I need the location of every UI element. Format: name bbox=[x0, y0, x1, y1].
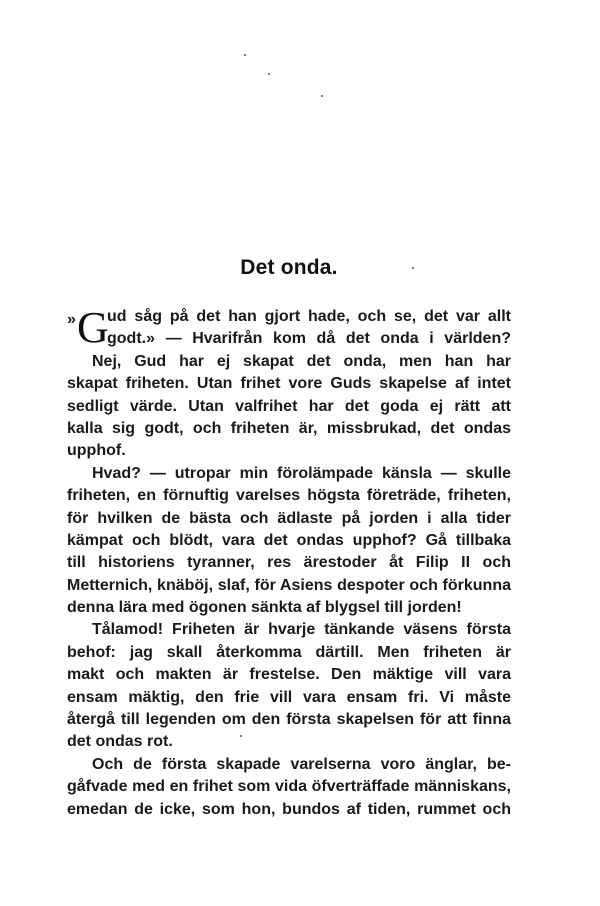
text-line: gåfvade med en frihet som vida öfverträffade människans, bbox=[67, 778, 511, 796]
body-text bbox=[67, 303, 511, 821]
text-line: upphof. bbox=[67, 442, 126, 460]
text-line: sedligt värde. Utan valfrihet har det goda ej rätt att bbox=[67, 397, 511, 415]
text-line: behof: jag skall återkomma därtill. Men friheten är bbox=[67, 643, 511, 661]
text-line: Hvad? — utropar min förolämpade känsla — skulle bbox=[92, 464, 511, 482]
text-line: ud såg på det han gjort hade, och se, det var allt bbox=[107, 308, 511, 325]
text-line: makt och makten är frestelse. Den mäktige vill vara bbox=[67, 666, 511, 684]
drop-cap-letter: G bbox=[77, 303, 109, 352]
paper-speck bbox=[321, 95, 323, 97]
text-line: denna lära med ögonen sänkta af blygsel till jorden! bbox=[67, 599, 462, 617]
opening-paragraph-start bbox=[67, 303, 511, 352]
text-line: kalla sig godt, och friheten är, missbrukad, det ondas bbox=[67, 419, 511, 437]
text-line: skapat friheten. Utan frihet vore Guds skapelse af intet bbox=[67, 375, 511, 393]
text-line: Och de första skapade varelserna voro änglar, be- bbox=[92, 755, 511, 773]
text-line: emedan de icke, som hon, bundos af tiden, rummet och bbox=[67, 800, 511, 818]
text-line: Tålamod! Friheten är hvarje tänkande väsens första bbox=[92, 621, 511, 639]
paper-speck bbox=[268, 73, 270, 75]
opening-quote-mark: » bbox=[67, 311, 76, 328]
text-line: återgå till legenden om den första skapelsen för att finna bbox=[67, 711, 511, 729]
text-line: godt.» — Hvarifrån kom då det onda i världen? bbox=[107, 330, 511, 348]
text-line: Metternich, knäböj, slaf, för Asiens despoter och förkunna bbox=[67, 576, 511, 594]
text-line: för hvilken de bästa och ädlaste på jorden i alla tider bbox=[67, 509, 511, 527]
text-line: kämpat och blödt, vara det ondas upphof? Gå tillbaka bbox=[67, 531, 511, 549]
text-line: Nej, Gud har ej skapat det onda, men han har bbox=[92, 352, 511, 370]
paper-speck bbox=[244, 54, 246, 56]
chapter-title: Det onda. bbox=[240, 256, 338, 279]
text-line: ensam mäktig, den frie vill vara ensam fri. Vi måste bbox=[67, 688, 511, 706]
text-line: till historiens tyranner, res ärestoder åt Filip II och bbox=[67, 554, 511, 572]
text-line: friheten, en förnuftig varelses högsta företräde, friheten, bbox=[67, 487, 511, 505]
text-line: det ondas rot. bbox=[67, 733, 173, 751]
